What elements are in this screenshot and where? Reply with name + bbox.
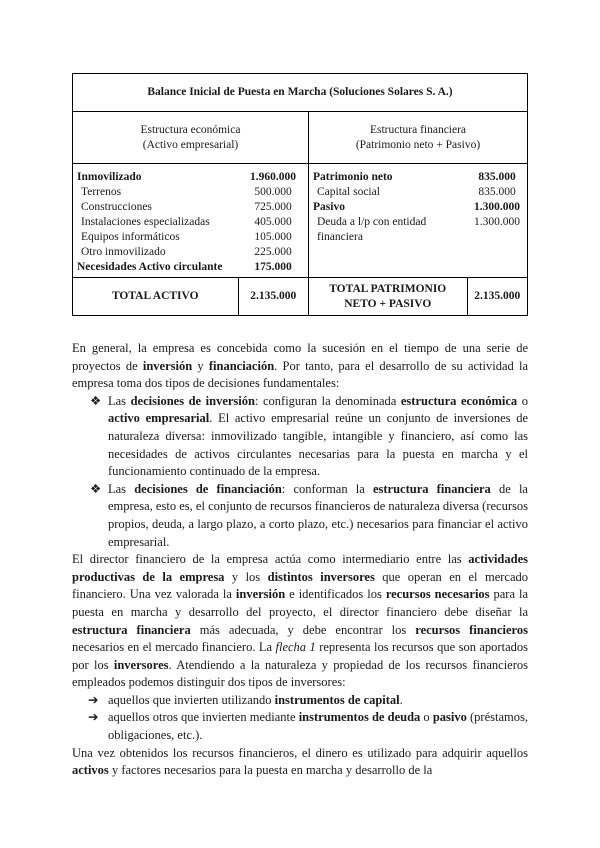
bold-term: activos: [72, 763, 109, 778]
activo-value: 225.000: [254, 246, 292, 258]
bold-term: decisiones de financiación: [134, 481, 282, 496]
arrow-icon: ➔: [88, 692, 99, 707]
bullet-icon: ❖: [90, 481, 102, 496]
pasivo-label: Patrimonio neto: [313, 171, 393, 183]
financial-structure-header: [309, 112, 528, 164]
bold-term: distintos inversores: [267, 569, 375, 584]
arrow-text: aquellos que invierten utilizando instrumentos de capital.: [108, 692, 403, 707]
bold-term: recursos financieros: [415, 622, 528, 637]
activo-value: 405.000: [254, 216, 292, 228]
activo-label: Instalaciones especializadas: [81, 216, 210, 228]
economic-structure-title: Estructura económica: [140, 123, 241, 136]
bold-term: pasivo: [432, 710, 467, 725]
activo-value: 725.000: [254, 201, 292, 213]
bold-term: instrumentos de capital: [274, 692, 400, 707]
total-pasivo-label: TOTAL PATRIMONIO NETO + PASIVO: [309, 278, 468, 316]
paragraph: El director financiero de la empresa actúa como intermediario entre las actividades productivas de la empresa y los distintos inversores que operan en el mercado financiero. Una vez valorada la inversión e identificados los recursos necesarios para la puesta en marcha y desarrollo del proyecto, el director financiero debe diseñar la estructura financiera más adecuada, y debe encontrar los recursos financieros necesarios en el mercado financiero. La flecha 1 representa los recursos que son aportados por los inversores. Atendiendo a la naturaleza y propiedad de los recursos financieros empleados podemos distinguir dos tipos de inversores:: [72, 552, 529, 690]
activo-value: 175.000: [254, 261, 292, 273]
financial-structure-title: Estructura financiera: [369, 123, 467, 136]
total-pasivo-value: 2.135.000: [467, 278, 528, 316]
activo-label: Necesidades Activo circulante: [77, 261, 223, 273]
pasivo-label: Capital social: [317, 186, 380, 198]
activo-value: 500.000: [254, 186, 292, 198]
economic-structure-header: [73, 112, 309, 164]
bullet-text: Las decisiones de inversión: configuran la denominada estructura económica o activo empresarial. El activo empresarial reúne un conjunto de inversiones de naturaleza diversa: inmovilizado tangible, intangible y financiero, así como las necesidades de activos circulantes necesarias para la puesta en marcha y el funcionamiento continuado de la empresa.: [108, 393, 529, 479]
economic-structure-subtitle: (Activo empresarial): [142, 138, 239, 151]
activo-values: [238, 164, 309, 278]
bold-term: recursos necesarios: [385, 587, 490, 602]
pasivo-label: Deuda a l/p con entidad financiera: [317, 216, 427, 243]
bold-term: inversión: [142, 358, 193, 373]
activo-labels: [73, 164, 239, 278]
bullet-text: Las decisiones de financiación: conforman la estructura financiera de la empresa, esto es, el conjunto de recursos financieros de naturaleza diversa (recursos propios, deuda, a largo plazo, a corto plazo, etc.) necesarios para financiar el activo empresarial.: [108, 481, 528, 549]
arrow-icon: ➔: [88, 710, 99, 725]
bold-term: estructura financiera: [372, 481, 491, 496]
bullet-item: [72, 481, 528, 551]
bold-term: actividades productivas de la empresa: [72, 552, 528, 584]
activo-label: Terrenos: [81, 186, 122, 198]
bullet-icon: ❖: [90, 393, 102, 408]
bold-term: decisiones de inversión: [130, 393, 255, 408]
financial-structure-subtitle: (Patrimonio neto + Pasivo): [355, 138, 481, 151]
balance-table: [72, 73, 528, 316]
total-activo-value: 2.135.000: [238, 278, 309, 316]
arrow-item: [72, 709, 528, 744]
activo-label: Otro inmovilizado: [81, 246, 166, 258]
pasivo-value: 835.000: [478, 186, 516, 198]
bold-term: instrumentos de deuda: [298, 710, 421, 725]
activo-label: Construcciones: [81, 201, 152, 213]
activo-value: 1.960.000: [250, 171, 296, 183]
activo-label: Inmovilizado: [77, 171, 142, 183]
balance-title: Balance Inicial de Puesta en Marcha (Soluciones Solares S. A.): [73, 74, 528, 112]
pasivo-values: [467, 164, 528, 278]
pasivo-value: 1.300.000: [474, 216, 520, 228]
pasivo-label: Pasivo: [313, 201, 345, 213]
paragraph: En general, la empresa es concebida como la sucesión en el tiempo de una serie de proyectos de inversión y financiación. Por tanto, para el desarrollo de su actividad la empresa toma dos tipos de decisiones fundamentales:: [72, 341, 529, 391]
bullet-item: [72, 393, 528, 481]
bold-term: financiación: [208, 358, 275, 373]
italic-term: flecha 1: [275, 640, 316, 655]
arrow-item: [72, 692, 528, 710]
activo-label: Equipos informáticos: [81, 231, 180, 243]
body-text: [72, 340, 528, 780]
activo-value: 105.000: [254, 231, 292, 243]
paragraph: Una vez obtenidos los recursos financieros, el dinero es utilizado para adquirir aquellos activos y factores necesarios para la puesta en marcha y desarrollo de la: [72, 745, 528, 778]
pasivo-value: 835.000: [478, 171, 516, 183]
bold-term: inversores: [113, 657, 169, 672]
total-activo-label: TOTAL ACTIVO: [73, 278, 239, 316]
arrow-text: aquellos otros que invierten mediante instrumentos de deuda o pasivo (préstamos, obligaciones, etc.).: [108, 710, 528, 743]
pasivo-labels: [309, 164, 468, 278]
bold-term: estructura financiera: [72, 622, 191, 637]
bold-term: activo empresarial: [108, 411, 210, 426]
bold-term: inversión: [235, 587, 286, 602]
bold-term: estructura económica: [400, 393, 518, 408]
pasivo-value: 1.300.000: [474, 201, 520, 213]
